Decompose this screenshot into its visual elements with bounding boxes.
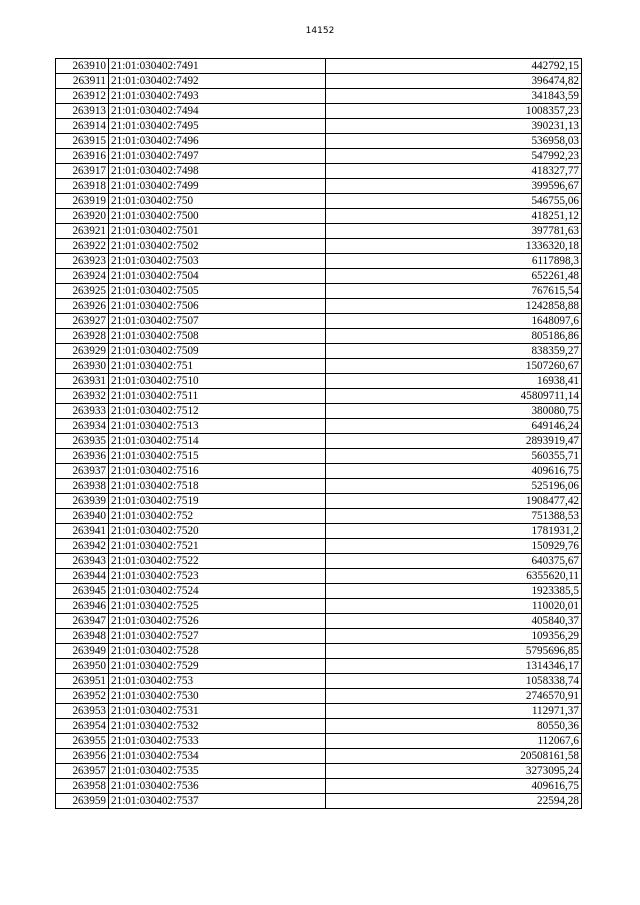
cadastral-number-cell: 21:01:030402:7507 [109, 314, 326, 329]
table-row [56, 599, 582, 614]
table-row [56, 794, 582, 809]
cadastral-value-cell: 112067,6 [326, 734, 582, 749]
cadastral-value-cell: 1008357,23 [326, 104, 582, 119]
cadastral-value-cell: 418327,77 [326, 164, 582, 179]
table-row [56, 404, 582, 419]
cadastral-number-cell: 21:01:030402:7499 [109, 179, 326, 194]
cadastral-value-cell: 805186,86 [326, 329, 582, 344]
table-row [56, 719, 582, 734]
cadastral-number-cell: 21:01:030402:7524 [109, 584, 326, 599]
table-row [56, 464, 582, 479]
table-row [56, 104, 582, 119]
row-number-cell: 263923 [56, 254, 109, 269]
row-number-cell: 263913 [56, 104, 109, 119]
cadastral-number-cell: 21:01:030402:7521 [109, 539, 326, 554]
cadastral-number-cell: 21:01:030402:7522 [109, 554, 326, 569]
cadastral-number-cell: 21:01:030402:7500 [109, 209, 326, 224]
table-row [56, 164, 582, 179]
table-row [56, 749, 582, 764]
cadastral-value-cell: 1648097,6 [326, 314, 582, 329]
cadastral-value-cell: 109356,29 [326, 629, 582, 644]
row-number-cell: 263939 [56, 494, 109, 509]
table-row [56, 179, 582, 194]
row-number-cell: 263914 [56, 119, 109, 134]
table-row [56, 59, 582, 74]
cadastral-value-cell: 22594,28 [326, 794, 582, 809]
cadastral-value-cell: 2746570,91 [326, 689, 582, 704]
table-row [56, 254, 582, 269]
row-number-cell: 263926 [56, 299, 109, 314]
cadastral-value-cell: 640375,67 [326, 554, 582, 569]
cadastral-value-cell: 418251,12 [326, 209, 582, 224]
cadastral-value-cell: 1507260,67 [326, 359, 582, 374]
table-row [56, 734, 582, 749]
table-row [56, 149, 582, 164]
row-number-cell: 263952 [56, 689, 109, 704]
cadastral-number-cell: 21:01:030402:7516 [109, 464, 326, 479]
cadastral-value-cell: 649146,24 [326, 419, 582, 434]
row-number-cell: 263935 [56, 434, 109, 449]
row-number-cell: 263917 [56, 164, 109, 179]
table-row [56, 89, 582, 104]
cadastral-value-cell: 560355,71 [326, 449, 582, 464]
cadastral-value-cell: 405840,37 [326, 614, 582, 629]
row-number-cell: 263933 [56, 404, 109, 419]
cadastral-value-cell: 1908477,42 [326, 494, 582, 509]
row-number-cell: 263951 [56, 674, 109, 689]
table-row [56, 614, 582, 629]
row-number-cell: 263959 [56, 794, 109, 809]
cadastral-value-cell: 6355620,11 [326, 569, 582, 584]
row-number-cell: 263915 [56, 134, 109, 149]
cadastral-number-cell: 21:01:030402:7511 [109, 389, 326, 404]
row-number-cell: 263948 [56, 629, 109, 644]
row-number-cell: 263919 [56, 194, 109, 209]
cadastral-number-cell: 21:01:030402:7503 [109, 254, 326, 269]
table-row [56, 449, 582, 464]
cadastral-number-cell: 21:01:030402:7502 [109, 239, 326, 254]
table-row [56, 134, 582, 149]
cadastral-number-cell: 21:01:030402:7512 [109, 404, 326, 419]
cadastral-number-cell: 21:01:030402:7492 [109, 74, 326, 89]
cadastral-value-cell: 767615,54 [326, 284, 582, 299]
table-row [56, 689, 582, 704]
cadastral-value-cell: 6117898,3 [326, 254, 582, 269]
cadastral-number-cell: 21:01:030402:752 [109, 509, 326, 524]
cadastral-number-cell: 21:01:030402:7493 [109, 89, 326, 104]
cadastral-value-cell: 3273095,24 [326, 764, 582, 779]
cadastral-value-cell: 652261,48 [326, 269, 582, 284]
row-number-cell: 263943 [56, 554, 109, 569]
table-row [56, 479, 582, 494]
row-number-cell: 263955 [56, 734, 109, 749]
row-number-cell: 263918 [56, 179, 109, 194]
cadastral-number-cell: 21:01:030402:7529 [109, 659, 326, 674]
table-row [56, 194, 582, 209]
table-row [56, 269, 582, 284]
row-number-cell: 263911 [56, 74, 109, 89]
cadastral-value-cell: 380080,75 [326, 404, 582, 419]
cadastral-number-cell: 21:01:030402:7504 [109, 269, 326, 284]
cadastral-number-cell: 21:01:030402:7498 [109, 164, 326, 179]
cadastral-number-cell: 21:01:030402:7523 [109, 569, 326, 584]
cadastral-value-cell: 399596,67 [326, 179, 582, 194]
table-row [56, 779, 582, 794]
row-number-cell: 263924 [56, 269, 109, 284]
cadastral-value-cell: 112971,37 [326, 704, 582, 719]
row-number-cell: 263927 [56, 314, 109, 329]
cadastral-number-cell: 21:01:030402:753 [109, 674, 326, 689]
table-row [56, 644, 582, 659]
cadastral-number-cell: 21:01:030402:7533 [109, 734, 326, 749]
row-number-cell: 263950 [56, 659, 109, 674]
cadastral-number-cell: 21:01:030402:7495 [109, 119, 326, 134]
table-row [56, 389, 582, 404]
table-row [56, 674, 582, 689]
cadastral-value-cell: 838359,27 [326, 344, 582, 359]
cadastral-number-cell: 21:01:030402:7520 [109, 524, 326, 539]
cadastral-value-cell: 20508161,58 [326, 749, 582, 764]
row-number-cell: 263920 [56, 209, 109, 224]
cadastral-number-cell: 21:01:030402:7514 [109, 434, 326, 449]
table-row [56, 344, 582, 359]
row-number-cell: 263945 [56, 584, 109, 599]
row-number-cell: 263930 [56, 359, 109, 374]
row-number-cell: 263947 [56, 614, 109, 629]
cadastral-number-cell: 21:01:030402:7525 [109, 599, 326, 614]
table-row [56, 209, 582, 224]
table-row [56, 359, 582, 374]
row-number-cell: 263942 [56, 539, 109, 554]
table-row [56, 299, 582, 314]
cadastral-number-cell: 21:01:030402:7527 [109, 629, 326, 644]
cadastral-number-cell: 21:01:030402:7510 [109, 374, 326, 389]
cadastral-number-cell: 21:01:030402:7537 [109, 794, 326, 809]
cadastral-value-cell: 1242858,88 [326, 299, 582, 314]
cadastral-value-cell: 442792,15 [326, 59, 582, 74]
row-number-cell: 263934 [56, 419, 109, 434]
table-row [56, 629, 582, 644]
cadastral-number-cell: 21:01:030402:7532 [109, 719, 326, 734]
row-number-cell: 263957 [56, 764, 109, 779]
table-row [56, 119, 582, 134]
cadastral-number-cell: 21:01:030402:7497 [109, 149, 326, 164]
table-row [56, 539, 582, 554]
cadastral-number-cell: 21:01:030402:7491 [109, 59, 326, 74]
cadastral-value-cell: 409616,75 [326, 464, 582, 479]
cadastral-number-cell: 21:01:030402:7509 [109, 344, 326, 359]
table-row [56, 509, 582, 524]
table-row [56, 554, 582, 569]
table-row [56, 764, 582, 779]
cadastral-value-cell: 1058338,74 [326, 674, 582, 689]
cadastral-number-cell: 21:01:030402:7496 [109, 134, 326, 149]
table-row [56, 239, 582, 254]
table-row [56, 584, 582, 599]
cadastral-number-cell: 21:01:030402:7518 [109, 479, 326, 494]
cadastral-number-cell: 21:01:030402:7530 [109, 689, 326, 704]
cadastral-number-cell: 21:01:030402:7526 [109, 614, 326, 629]
cadastral-value-cell: 5795696,85 [326, 644, 582, 659]
row-number-cell: 263937 [56, 464, 109, 479]
row-number-cell: 263940 [56, 509, 109, 524]
cadastral-number-cell: 21:01:030402:7513 [109, 419, 326, 434]
cadastral-number-cell: 21:01:030402:7536 [109, 779, 326, 794]
page-number: 14152 [305, 26, 335, 36]
cadastral-number-cell: 21:01:030402:7528 [109, 644, 326, 659]
cadastral-value-cell: 1336320,18 [326, 239, 582, 254]
table-row [56, 704, 582, 719]
cadastral-number-cell: 21:01:030402:7494 [109, 104, 326, 119]
row-number-cell: 263928 [56, 329, 109, 344]
table-body [56, 59, 582, 809]
cadastral-value-cell: 1781931,2 [326, 524, 582, 539]
table-row [56, 524, 582, 539]
cadastral-value-cell: 525196,06 [326, 479, 582, 494]
cadastral-value-cell: 396474,82 [326, 74, 582, 89]
cadastral-value-cell: 110020,01 [326, 599, 582, 614]
cadastral-value-cell: 546755,06 [326, 194, 582, 209]
row-number-cell: 263929 [56, 344, 109, 359]
table-row [56, 434, 582, 449]
row-number-cell: 263938 [56, 479, 109, 494]
cadastral-value-cell: 397781,63 [326, 224, 582, 239]
cadastral-number-cell: 21:01:030402:7535 [109, 764, 326, 779]
row-number-cell: 263932 [56, 389, 109, 404]
cadastral-value-cell: 80550,36 [326, 719, 582, 734]
cadastral-value-cell: 751388,53 [326, 509, 582, 524]
row-number-cell: 263931 [56, 374, 109, 389]
cadastral-value-cell: 409616,75 [326, 779, 582, 794]
cadastral-number-cell: 21:01:030402:750 [109, 194, 326, 209]
cadastral-value-cell: 150929,76 [326, 539, 582, 554]
cadastral-number-cell: 21:01:030402:7515 [109, 449, 326, 464]
cadastral-number-cell: 21:01:030402:7531 [109, 704, 326, 719]
table-row [56, 419, 582, 434]
row-number-cell: 263912 [56, 89, 109, 104]
cadastral-value-cell: 341843,59 [326, 89, 582, 104]
table-row [56, 74, 582, 89]
cadastral-value-cell: 45809711,14 [326, 389, 582, 404]
table-row [56, 494, 582, 509]
cadastral-value-cell: 536958,03 [326, 134, 582, 149]
cadastral-number-cell: 21:01:030402:7501 [109, 224, 326, 239]
row-number-cell: 263954 [56, 719, 109, 734]
row-number-cell: 263921 [56, 224, 109, 239]
cadastral-value-cell: 390231,13 [326, 119, 582, 134]
table-row [56, 374, 582, 389]
row-number-cell: 263936 [56, 449, 109, 464]
row-number-cell: 263941 [56, 524, 109, 539]
cadastral-value-cell: 16938,41 [326, 374, 582, 389]
table-row [56, 224, 582, 239]
cadastral-number-cell: 21:01:030402:7506 [109, 299, 326, 314]
row-number-cell: 263944 [56, 569, 109, 584]
cadastral-value-cell: 547992,23 [326, 149, 582, 164]
table-row [56, 569, 582, 584]
cadastral-number-cell: 21:01:030402:7505 [109, 284, 326, 299]
cadastral-value-cell: 2893919,47 [326, 434, 582, 449]
row-number-cell: 263946 [56, 599, 109, 614]
row-number-cell: 263910 [56, 59, 109, 74]
row-number-cell: 263953 [56, 704, 109, 719]
row-number-cell: 263916 [56, 149, 109, 164]
cadastral-number-cell: 21:01:030402:7534 [109, 749, 326, 764]
row-number-cell: 263958 [56, 779, 109, 794]
cadastral-number-cell: 21:01:030402:7519 [109, 494, 326, 509]
row-number-cell: 263922 [56, 239, 109, 254]
cadastral-value-cell: 1314346,17 [326, 659, 582, 674]
table-row [56, 659, 582, 674]
table-row [56, 329, 582, 344]
row-number-cell: 263925 [56, 284, 109, 299]
row-number-cell: 263956 [56, 749, 109, 764]
cadastral-value-table [55, 58, 582, 809]
row-number-cell: 263949 [56, 644, 109, 659]
cadastral-number-cell: 21:01:030402:751 [109, 359, 326, 374]
cadastral-value-cell: 1923385,5 [326, 584, 582, 599]
cadastral-number-cell: 21:01:030402:7508 [109, 329, 326, 344]
table-row [56, 284, 582, 299]
table-row [56, 314, 582, 329]
